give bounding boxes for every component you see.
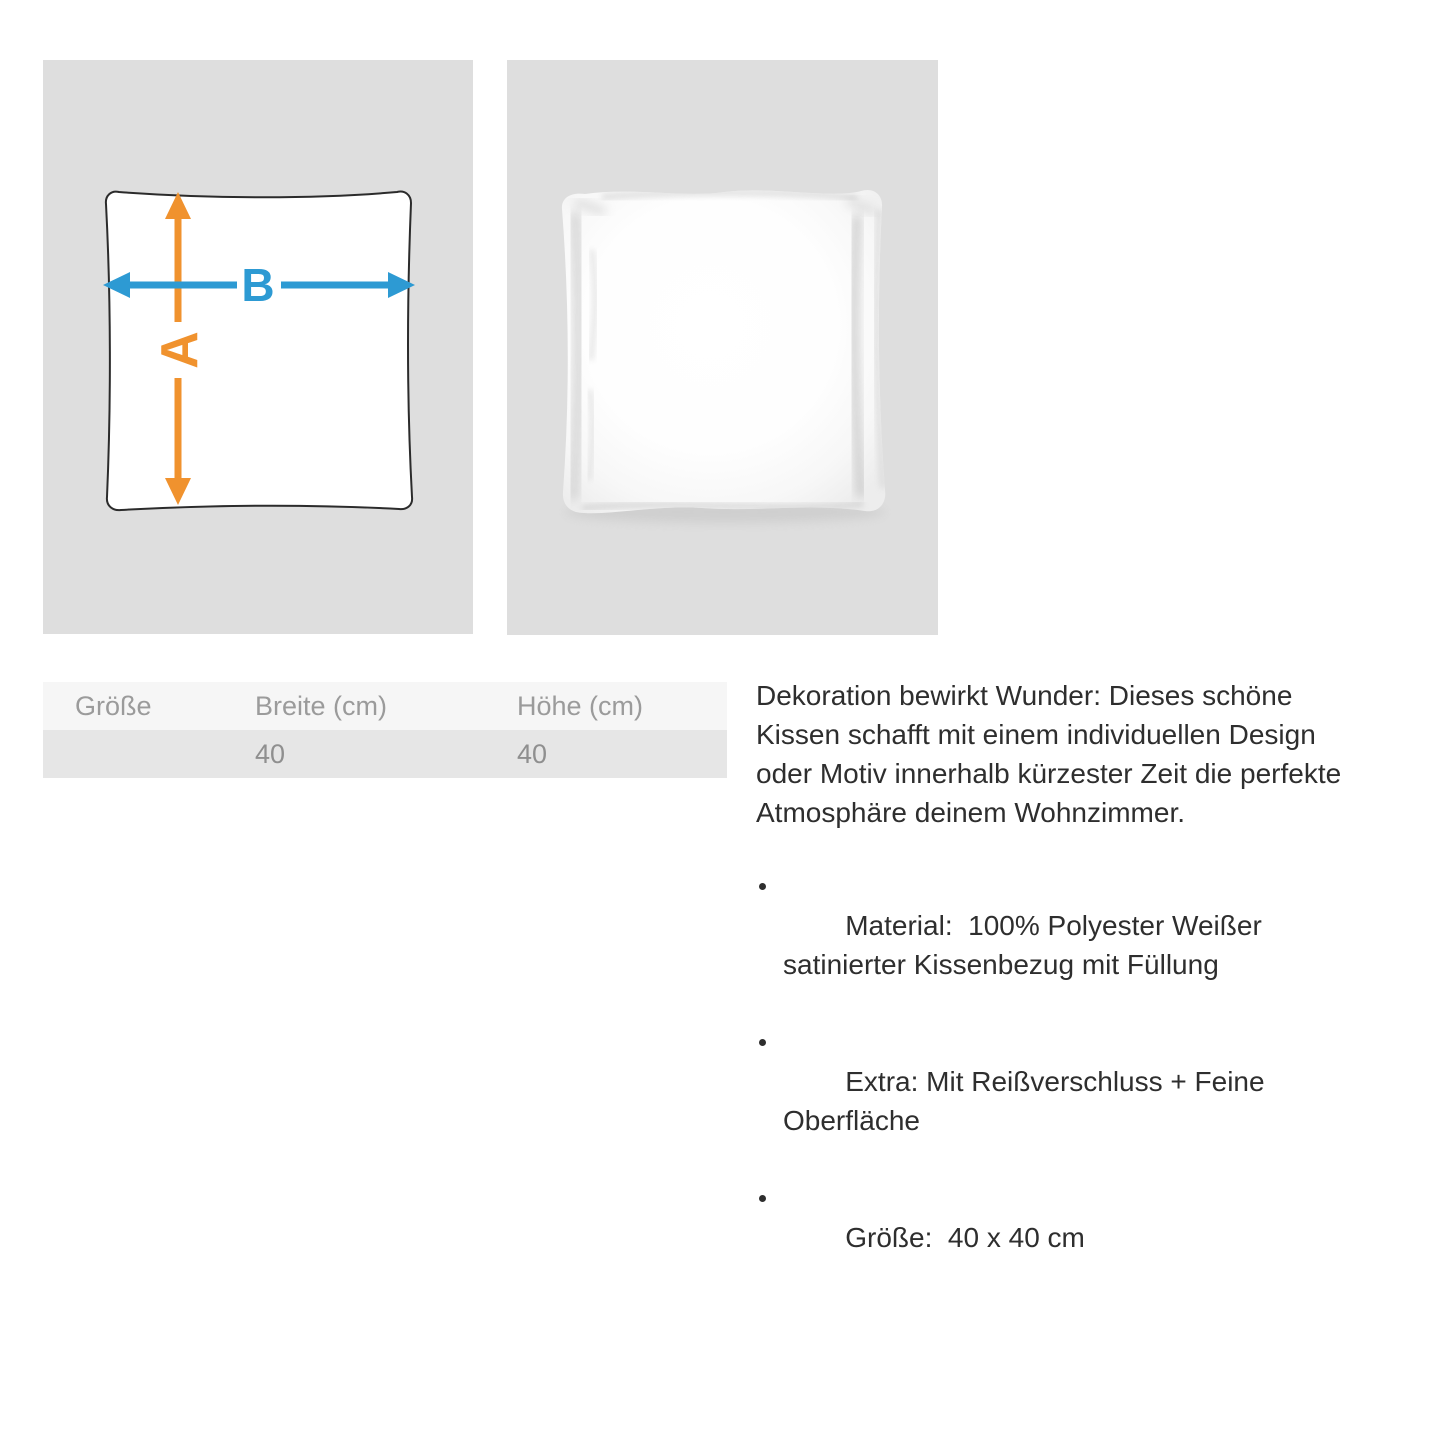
label-a: A <box>151 331 209 369</box>
size-table <box>43 682 727 778</box>
bullet-dot <box>759 1039 766 1046</box>
bullet-dot <box>759 1195 766 1202</box>
column-header-breite: Breite (cm) <box>255 682 517 730</box>
product-description <box>756 676 1356 1296</box>
product-photo-panel <box>507 60 938 635</box>
pillow-dimension-diagram <box>43 60 473 634</box>
pillow-photo <box>507 60 938 635</box>
size-diagram-panel <box>43 60 473 634</box>
description-paragraph: Dekoration bewirkt Wunder: Dieses schöne Kissen schafft mit einem individuellen Design oder Motiv innerhalb kürzester Zeit die perfekte Atmosphäre deinem Wohnzimmer. <box>756 680 1342 828</box>
bullet-dot <box>759 883 766 890</box>
column-header-groesse: Größe <box>43 682 255 730</box>
cell-hoehe: 40 <box>517 730 727 778</box>
list-item-text: Extra: Mit Reißverschluss + Feine Oberfläche <box>783 1066 1273 1136</box>
size-table-header-row <box>43 682 727 730</box>
cell-groesse <box>43 730 255 778</box>
feature-list <box>756 867 1356 1296</box>
list-item-text: Material: 100% Polyester Weißer satinierter Kissenbezug mit Füllung <box>783 910 1270 980</box>
label-b: B <box>241 259 275 311</box>
list-item-groesse <box>756 1179 1356 1296</box>
pillow-body <box>562 190 885 513</box>
table-row <box>43 730 727 778</box>
cell-breite: 40 <box>255 730 517 778</box>
list-item-text: Größe: 40 x 40 cm <box>845 1222 1085 1253</box>
list-item-material <box>756 867 1356 1023</box>
column-header-hoehe: Höhe (cm) <box>517 682 727 730</box>
list-item-extra <box>756 1023 1356 1179</box>
